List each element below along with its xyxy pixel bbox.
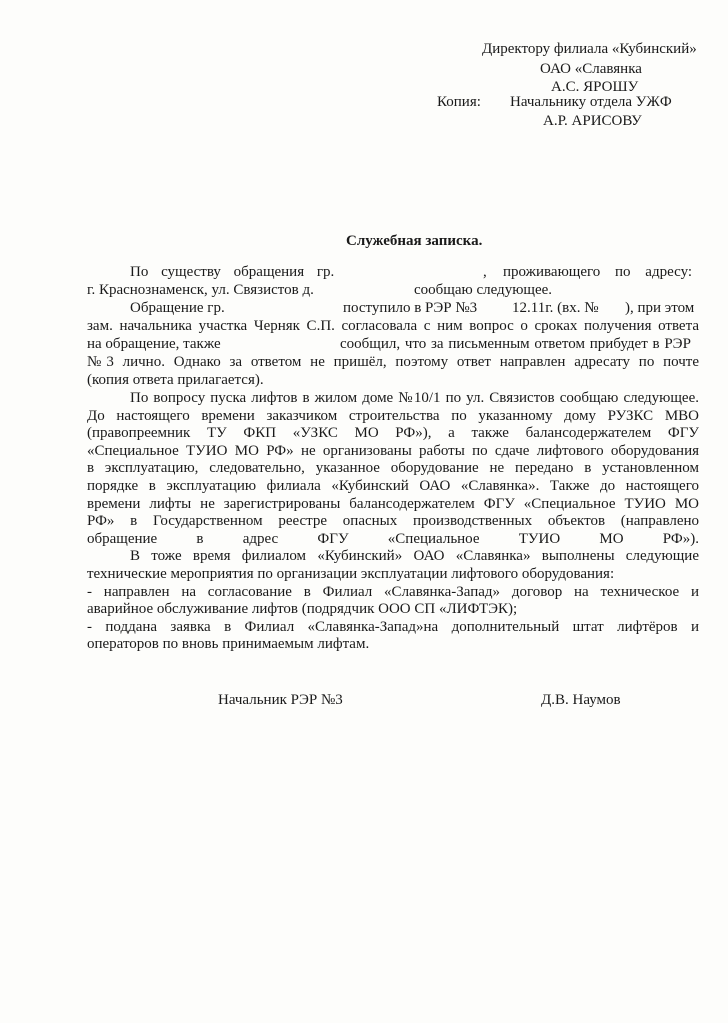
copy-label: Копия: bbox=[437, 94, 481, 110]
body-line: обращение в адрес ФГУ «Специальное ТУИО МО РФ»). bbox=[87, 530, 699, 547]
body-line: порядке в эксплуатацию филиала «Кубинский ОАО «Славянка». Также до настоящего bbox=[87, 478, 699, 494]
document-title: Служебная записка. bbox=[346, 233, 483, 249]
body-text: ), при этом bbox=[625, 300, 695, 316]
body-text: поступило в РЭР №3 bbox=[343, 300, 478, 316]
addressee-line: Директору филиала «Кубинский» bbox=[482, 41, 697, 57]
body-line: РФ» в Государственном реестре опасных производственных объектов (направлено bbox=[87, 513, 699, 530]
body-line: операторов по вновь принимаемым лифтам. bbox=[87, 636, 370, 653]
body-line: До настоящего времени заказчиком строительства по указанному дому РУЗКС МВО bbox=[87, 407, 699, 424]
body-line: зам. начальника участка Черняк С.П. согласовала с ним вопрос о сроках получения ответа bbox=[87, 318, 699, 334]
body-line: - поддана заявка в Филиал «Славянка-Запад»на дополнительный штат лифтёров и bbox=[87, 618, 699, 635]
body-text: сообщил, что за письменным ответом прибудет в РЭР bbox=[340, 336, 691, 352]
body-text: Обращение гр. bbox=[130, 300, 225, 316]
body-line: По вопросу пуска лифтов в жилом доме №10/1 по ул. Связистов сообщаю следующее. bbox=[130, 390, 699, 406]
body-line: в эксплуатацию, следовательно, указанное оборудование не передано в установленном bbox=[87, 460, 699, 477]
body-line: (правопреемник ТУ ФКП «УЗКС МО РФ»), а также балансодержателем ФГУ bbox=[87, 425, 699, 442]
body-line: технические мероприятия по организации эксплуатации лифтового оборудования: bbox=[87, 566, 615, 582]
body-line: аварийное обслуживание лифтов (подрядчик ООО СП «ЛИФТЭК); bbox=[87, 601, 518, 618]
body-line: - направлен на согласование в Филиал «Славянка-Запад» договор на техническое и bbox=[87, 583, 699, 600]
body-text: По существу обращения гр. bbox=[130, 264, 335, 280]
addressee-line: ОАО «Славянка bbox=[540, 61, 642, 77]
body-line: (копия ответа прилагается). bbox=[87, 372, 264, 388]
body-text: проживающего по адресу: bbox=[503, 264, 693, 280]
signature-name: Д.В. Наумов bbox=[541, 692, 621, 708]
body-text: на обращение, также bbox=[87, 336, 221, 352]
body-line: времени лифты не зарегистрированы балансодержателем ФГУ «Специальное ТУИО МО bbox=[87, 495, 699, 512]
body-text: 12.11г. (вх. № bbox=[512, 300, 599, 316]
body-line: №3 лично. Однако за ответом не пришёл, поэтому ответ направлен адресату по почте bbox=[87, 354, 699, 370]
body-text: , bbox=[483, 264, 487, 280]
body-line: «Специальное ТУИО МО РФ» не организованы работы по сдаче лифтового оборудования bbox=[87, 442, 699, 459]
copy-addressee-name: А.Р. АРИСОВУ bbox=[543, 113, 642, 129]
addressee-name: А.С. ЯРОШУ bbox=[551, 79, 639, 95]
copy-addressee-line: Начальнику отдела УЖФ bbox=[510, 94, 672, 110]
signature-position: Начальник РЭР №3 bbox=[218, 692, 343, 708]
body-text: сообщаю следующее. bbox=[414, 282, 553, 298]
body-line: В тоже время филиалом «Кубинский» ОАО «Славянка» выполнены следующие bbox=[130, 548, 699, 565]
body-text: г. Краснознаменск, ул. Связистов д. bbox=[87, 282, 314, 298]
